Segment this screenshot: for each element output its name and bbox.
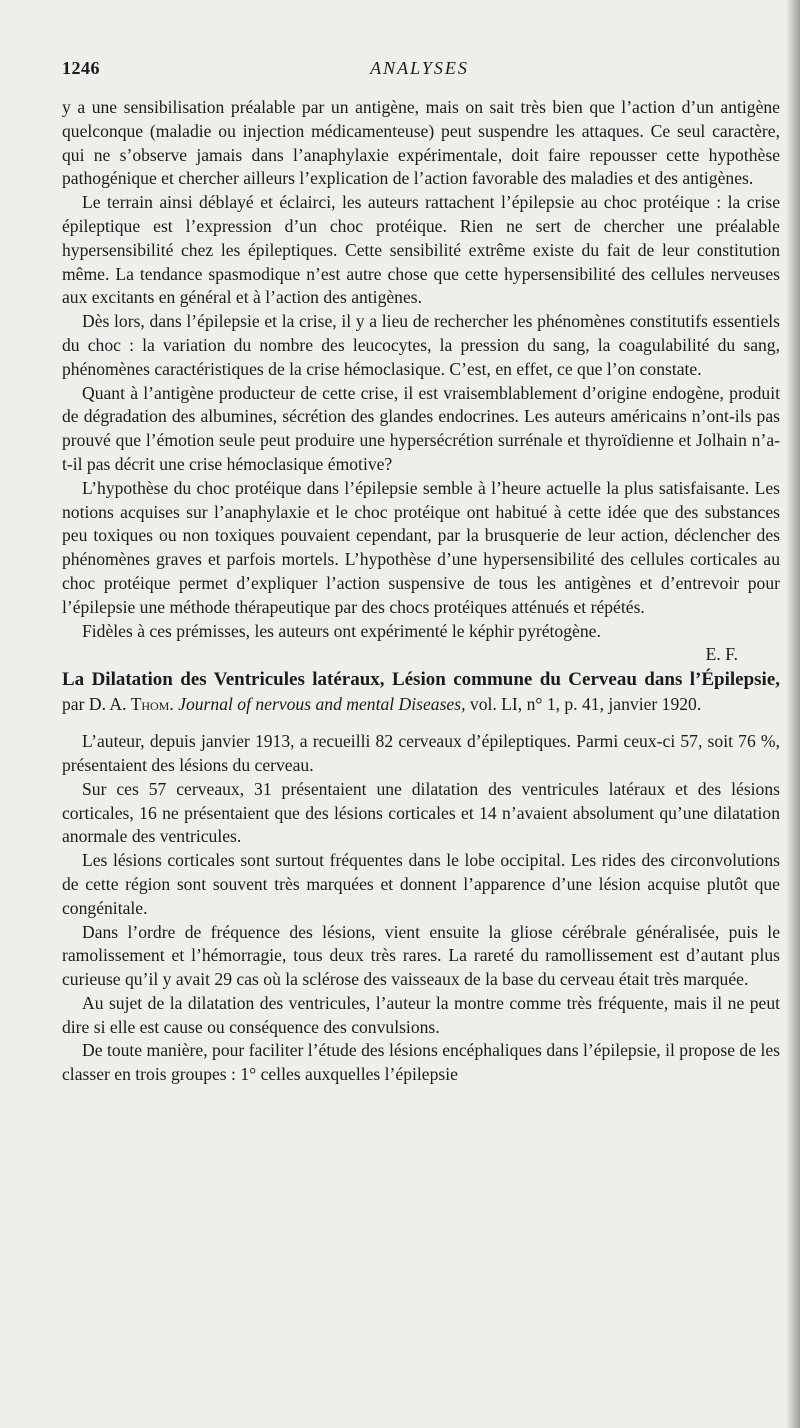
- page-header: [62, 58, 777, 86]
- article-author: D. A. Thom.: [88, 694, 174, 715]
- page-number: 1246: [62, 58, 100, 78]
- paragraph: Dès lors, dans l’épilepsie et la crise, il y a lieu de rechercher les phénomènes constitutifs essentiels du choc : la variation du nombre des leucocytes, la pression du sang, la coagulabilité du sang, phénomènes caractéristiques de la crise hémoclasique. C’est, en effet, ce que l’on constate.: [62, 311, 780, 379]
- paragraph: y a une sensibilisation préalable par un antigène, mais on sait très bien que l’action d’un antigène quelconque (maladie ou injection médicamenteuse) peut suspendre les attaques. Ce seul caractère, qui ne s’observe jamais dans l’anaphylaxie expérimentale, doit faire repousser cette hypothèse pathogénique et chercher ailleurs l’explication de l’action favorable des maladies et des antigènes.: [62, 97, 780, 189]
- paragraph: Au sujet de la dilatation des ventricules, l’auteur la montre comme très fréquente, mais il ne peut dire si elle est cause ou conséquence des convulsions.: [62, 992, 780, 1037]
- paragraph: Dans l’ordre de fréquence des lésions, vient ensuite la gliose cérébrale généralisée, puis le ramolissement et l’hémorragie, tous deux très rares. La rareté du ramollissement est d’autant plus curieuse qu’il y avait 29 cas où la sclérose des vaisseaux de la base du cerveau était très marquée.: [62, 921, 780, 990]
- page-content: [62, 96, 780, 1087]
- article-heading: [62, 667, 780, 716]
- paragraph: Les lésions corticales sont surtout fréquentes dans le lobe occipital. Les rides des circonvolutions de cette région sont souvent très marquées et donnent l’apparence d’une lésion acquise plutôt que congénitale.: [62, 850, 780, 918]
- journal-name: Journal of nervous and mental Diseases,: [178, 694, 466, 715]
- paragraph: Le terrain ainsi déblayé et éclairci, les auteurs rattachent l’épilepsie au choc protéique : la crise épileptique est l’expression d’un choc protéique. Rien ne sert de chercher une préalable hypersensibilité chez les épileptiques. Cette sensibilité extrême existe du fait de leur constitution même. La tendance spasmodique n’est autre chose que cette hypersensibilité des cellules nerveuses aux excitants en général et à l’action des antigènes.: [62, 192, 780, 308]
- first-article-continuation: [62, 96, 780, 667]
- paragraph: Sur ces 57 cerveaux, 31 présentaient une dilatation des ventricules latéraux et des lésions corticales, 16 ne présentaient que des lésions corticales et 14 n’avaient absolument qu’une dilatation anormale des ventricules.: [62, 778, 780, 847]
- paragraph: L’hypothèse du choc protéique dans l’épilepsie semble à l’heure actuelle la plus satisfaisante. Les notions acquises sur l’anaphylaxie et le choc protéique ont habitué à cette idée que des substances peu toxiques ou non toxiques pouvaient cependant, par la brusquerie de leur action, déclencher des phénomènes graves et parfois mortels. L’hypothèse d’une hypersensibilité des cellules corticales au choc protéique permet d’expliquer l’action suspensive de tous les antigènes et d’entrevoir pour l’épilepsie une méthode thérapeutique par des chocs protéiques atténués et répétés.: [62, 477, 780, 617]
- reviewer-signature: E. F.: [705, 644, 738, 665]
- second-article: [62, 667, 780, 1087]
- paragraph: L’auteur, depuis janvier 1913, a recueilli 82 cerveaux d’épileptiques. Parmi ceux-ci 57, soit 76 %, présentaient des lésions du cerveau.: [62, 731, 780, 775]
- paragraph: Fidèles à ces prémisses, les auteurs ont expérimenté le képhir pyrétogène.: [82, 620, 601, 641]
- paragraph: Quant à l’antigène producteur de cette crise, il est vraisemblablement d’origine endogène, produit de dégradation des albumines, sécrétion des glandes endocrines. Les auteurs américains n’ont-ils pas prouvé que l’émotion seule peut produire une hypersécrétion surrénale et thyroïdienne et Jolhain n’a-t-il pas décrit une crise hémoclasique émotive?: [62, 382, 780, 474]
- paragraph: De toute manière, pour faciliter l’étude des lésions encéphaliques dans l’épilepsie, il propose de les classer en trois groupes : 1° celles auxquelles l’épilepsie: [62, 1040, 780, 1085]
- journal-citation: vol. LI, n° 1, p. 41, janvier 1920.: [469, 694, 702, 715]
- running-title: ANALYSES: [370, 58, 469, 78]
- spacer: [62, 716, 780, 730]
- page-spine-shadow: [786, 0, 800, 1428]
- article-title: La Dilatation des Ventricules latéraux, Lésion commune du Cerveau dans l’Épilepsie,: [62, 669, 780, 691]
- author-prefix: par: [62, 694, 85, 715]
